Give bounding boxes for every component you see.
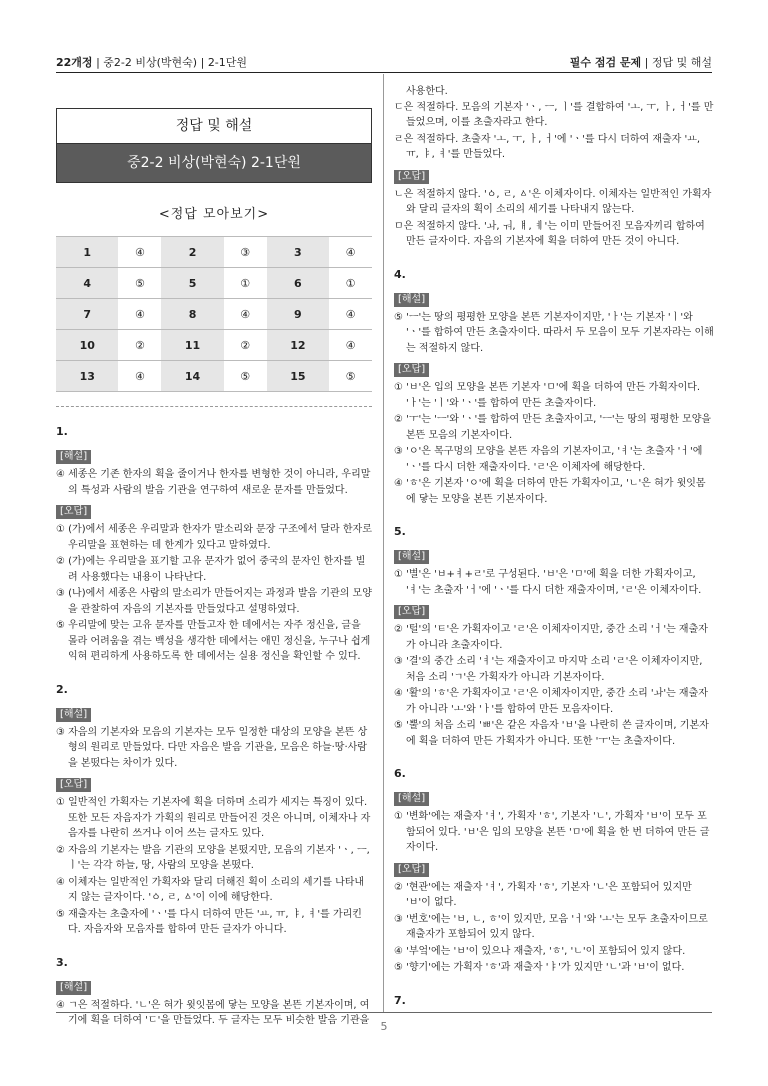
explanation-tag: [해설] — [394, 792, 429, 806]
question-number: 3. — [56, 955, 68, 969]
wrong-answer-text: ② 자음의 기본자는 발음 기관의 모양을 본떴지만, 모음의 기본자 'ㆍ, ㅡ, ㅣ'는 각각 하늘, 땅, 사람의 모양을 본떴다. — [56, 844, 370, 871]
explanation-tag: [해설] — [394, 293, 429, 307]
section-divider — [56, 406, 372, 407]
answer-summary-title: <정답 모아보기> — [158, 207, 270, 222]
answer-number: 6 — [267, 268, 329, 299]
answer-choice: ⑤ — [224, 361, 267, 392]
title-box-subtitle: 중2-2 비상(박현숙) 2-1단원 — [57, 144, 371, 182]
answer-number: 12 — [267, 330, 329, 361]
explanation-text: ⑤ 'ㅡ'는 땅의 평평한 모양을 본뜬 기본자이지만, 'ㅏ'는 기본자 'ㅣ'와 'ㆍ'를 합하여 만든 초출자이다. 따라서 두 모음이 모두 기본자라는 이해는 적절하지 않다. — [394, 311, 714, 354]
answer-choice: ④ — [118, 299, 161, 330]
header-unit: 2-1단원 — [207, 56, 248, 69]
wrong-answer-text: ① 일반적인 가획자는 기본자에 획을 더하며 소리가 세지는 특징이 있다. 또한 모든 자음자가 가획의 원리로 만들어진 것은 아니며, 이체자나 자음자를 나란히 쓰거나 이어 쓰는 글자도 있다. — [56, 797, 371, 839]
header-sep: | — [96, 56, 100, 69]
wrong-answer-text: ③ 'ㅇ'은 목구멍의 모양을 본뜬 자음의 기본자이고, 'ㅕ'는 초출자 'ㅓ'에 'ㆍ'를 다시 더한 재출자이다. 'ㄹ'은 이체자에 해당한다. — [394, 446, 703, 473]
wrong-answer-tag: [오답] — [394, 170, 429, 184]
answer-choice: ④ — [329, 237, 372, 268]
wrong-answer-tag: [오답] — [394, 363, 429, 377]
answer-number: 7 — [56, 299, 118, 330]
header-section: 필수 점검 문제 — [569, 56, 642, 69]
answer-choice: ③ — [224, 237, 267, 268]
explanation-text: ㄷ은 적절하다. 모음의 기본자 'ㆍ, ㅡ, ㅣ'를 결합하여 'ㅗ, ㅜ, ㅏ, ㅓ'를 만들었으며, 이를 초출자라고 한다. — [394, 101, 714, 128]
answer-number: 3 — [267, 237, 329, 268]
wrong-answer-text: ⑤ 재출자는 초출자에 'ㆍ'를 다시 더하여 만든 'ㅛ, ㅠ, ㅑ, ㅕ'를 가리킨다. 자음자와 모음자를 합하여 만든 글자가 아니다. — [56, 908, 362, 935]
table-row — [56, 330, 372, 361]
header-rule — [56, 72, 712, 73]
explanation-text: ㄹ은 적절하다. 초출자 'ㅗ, ㅜ, ㅏ, ㅓ'에 'ㆍ'를 다시 더하여 재출자 'ㅛ, ㅠ, ㅑ, ㅕ'를 만들었다. — [394, 133, 701, 160]
question-number: 2. — [56, 682, 68, 696]
wrong-answer-text: ② '털'의 'ㅌ'은 가획자이고 'ㄹ'은 이체자이지만, 중간 소리 'ㅓ'는 재출자가 아니라 초출자이다. — [394, 624, 708, 651]
wrong-answer-text: ③ '결'의 중간 소리 'ㅕ'는 재출자이고 마지막 소리 'ㄹ'은 이체자이지만, 처음 소리 'ㄱ'은 가획자가 아니라 기본자이다. — [394, 656, 703, 683]
header-course: 중2-2 비상(박현숙) — [103, 56, 198, 69]
table-row — [56, 361, 372, 392]
explanation-text: ④ ㄱ은 적절하다. 'ㄴ'은 혀가 윗잇몸에 닿는 모양을 본뜬 기본자이며, 여기에 획을 더하여 'ㄷ'을 만들었다. 두 글자는 모두 비슷한 발음 기관을 — [56, 999, 370, 1026]
wrong-answer-tag: [오답] — [56, 505, 91, 519]
wrong-answer-text: ① 'ㅂ'은 입의 모양을 본뜬 기본자 'ㅁ'에 획을 더하여 만든 가획자이다. 'ㅏ'는 'ㅣ'와 'ㆍ'를 합하여 만든 초출자이다. — [394, 382, 701, 409]
explanation-text: ① '변화'에는 재출자 'ㅕ', 가획자 'ㅎ', 기본자 'ㄴ', 가획자 'ㅂ'이 모두 포함되어 있다. 'ㅂ'은 입의 모양을 본뜬 'ㅁ'에 획을 한 번 더하여 만든 글자이다. — [394, 811, 710, 853]
answer-number: 13 — [56, 361, 118, 392]
header-label: 정답 및 해설 — [651, 56, 712, 69]
page-number: 5 — [380, 1020, 388, 1033]
question-number: 5. — [394, 525, 406, 538]
answer-choice: ④ — [329, 299, 372, 330]
table-row — [56, 299, 372, 330]
wrong-answer-text: ③ '번호'에는 'ㅂ, ㄴ, ㅎ'이 있지만, 모음 'ㅓ'와 'ㅗ'는 모두 초출자이므로 재출자가 포함되어 있지 않다. — [394, 913, 708, 940]
answer-number: 4 — [56, 268, 118, 299]
left-column — [56, 84, 372, 1030]
question-number: 4. — [394, 267, 406, 281]
answer-choice: ④ — [329, 330, 372, 361]
column-divider — [383, 74, 384, 1012]
wrong-answer-tag: [오답] — [394, 605, 429, 619]
wrong-answer-text: ④ '부엌'에는 'ㅂ'이 있으나 재출자, 'ㅎ', 'ㄴ'이 포함되어 있지 않다. — [394, 945, 686, 957]
answer-number: 11 — [161, 330, 223, 361]
wrong-answer-text: ② '현관'에는 재출자 'ㅕ', 가획자 'ㅎ', 기본자 'ㄴ'은 포함되어 있지만 'ㅂ'이 없다. — [394, 881, 692, 908]
wrong-answer-text: ① (가)에서 세종은 우리말과 한자가 말소리와 문장 구조에서 달라 한자로 우리말을 표현하는 데 한계가 있다고 말하였다. — [56, 524, 372, 551]
table-row — [56, 237, 372, 268]
answer-number: 14 — [161, 361, 223, 392]
wrong-answer-text: ⑤ '향기'에는 가획자 'ㅎ'과 재출자 'ㅑ'가 있지만 'ㄴ'과 'ㅂ'이 없다. — [394, 962, 685, 973]
table-row — [56, 268, 372, 299]
wrong-answer-text: ⑤ '뿔'의 처음 소리 'ㅃ'은 같은 자음자 'ㅂ'을 나란히 쓴 글자이며, 기본자에 획을 더하여 만든 가획자가 아니다. 또한 'ㅜ'는 초출자이다. — [394, 720, 709, 747]
answer-number: 9 — [267, 299, 329, 330]
answer-choice: ④ — [118, 361, 161, 392]
answer-choice: ① — [224, 268, 267, 299]
wrong-answer-text: ② 'ㅜ'는 'ㅡ'와 'ㆍ'를 합하여 만든 초출자이고, 'ㅡ'는 땅의 평평한 모양을 본뜬 모음의 기본자이다. — [394, 414, 712, 441]
explanation-continued: 사용한다. — [406, 86, 448, 97]
question-number: 6. — [394, 767, 406, 780]
question-number: 1. — [56, 425, 68, 438]
wrong-answer-text: ③ (나)에서 세종은 사람의 말소리가 만들어지는 과정과 발음 기관의 모양을 관찰하여 자음의 기본자를 만들었다고 설명하였다. — [56, 588, 372, 615]
header-sep: | — [644, 56, 649, 69]
explanation-tag: [해설] — [56, 981, 91, 995]
answer-number: 5 — [161, 268, 223, 299]
explanation-tag: [해설] — [56, 708, 91, 722]
wrong-answer-text: ④ '활'의 'ㅎ'은 가획자이고 'ㄹ'은 이체자이지만, 중간 소리 'ㅘ'는 재출자가 아니라 'ㅗ'와 'ㅏ'를 합하여 만든 모음자이다. — [394, 688, 708, 715]
question-number: 7. — [394, 993, 406, 1007]
title-box-title: 정답 및 해설 — [57, 109, 371, 144]
explanation-text: ④ 세종은 기존 한자의 획을 줄이거나 한자를 변형한 것이 아니라, 우리말의 특성과 사람의 발음 기관을 연구하여 새로운 문자를 만들었다. — [56, 469, 371, 496]
answer-number: 8 — [161, 299, 223, 330]
wrong-answer-text: ② (가)에는 우리말을 표기할 고유 문자가 없어 중국의 문자인 한자를 빌려 사용했다는 내용이 나타난다. — [56, 556, 366, 583]
answer-number: 10 — [56, 330, 118, 361]
answer-choice: ① — [329, 268, 372, 299]
wrong-answer-tag: [오답] — [394, 863, 429, 877]
answer-choice: ④ — [118, 237, 161, 268]
wrong-answer-text: ⑤ 우리말에 맞는 고유 문자를 만들고자 한 데에서는 자주 정신을, 글을 몰라 어려움을 겪는 백성을 생각한 데에서는 애민 정신을, 누구나 쉽게 익혀 편리하게 사용하도록 한 데에서는 실용 정신을 확인할 수 있다. — [56, 620, 371, 662]
header-left — [56, 54, 247, 70]
header-right — [570, 54, 712, 70]
answer-choice: ② — [224, 330, 267, 361]
explanation-tag: [해설] — [394, 550, 429, 564]
wrong-answer-text: ㄴ은 적절하지 않다. 'ㆁ, ㄹ, ㅿ'은 이체자이다. 이체자는 일반적인 가획자와 달리 글자의 획이 소리의 세기를 나타내지 않는다. — [394, 188, 712, 215]
answer-choice: ⑤ — [118, 268, 161, 299]
answer-choice: ⑤ — [329, 361, 372, 392]
wrong-answer-text: ④ 'ㅎ'은 기본자 'ㅇ'에 획을 더하여 만든 가획자이고, 'ㄴ'은 혀가 윗잇몸에 닿는 모양을 본뜬 기본자이다. — [394, 478, 706, 505]
page-header — [56, 48, 712, 70]
header-sep: | — [200, 56, 205, 69]
explanation-text: ① '별'은 'ㅂ+ㅕ+ㄹ'로 구성된다. 'ㅂ'은 'ㅁ'에 획을 더한 가획자이고, 'ㅕ'는 초출자 'ㅓ'에 'ㆍ'를 다시 더한 재출자이며, 'ㄹ'은 이체자이다. — [394, 569, 702, 596]
header-grade: 22개정 — [56, 56, 93, 69]
wrong-answer-text: ④ 이체자는 일반적인 가획자와 달리 더해진 획이 소리의 세기를 나타내지 않는 글자이다. 'ㆁ, ㄹ, ㅿ'이 이에 해당한다. — [56, 876, 365, 903]
answer-number: 15 — [267, 361, 329, 392]
title-box — [56, 108, 372, 183]
explanation-text: ③ 자음의 기본자와 모음의 기본자는 모두 일정한 대상의 모양을 본뜬 상형의 원리로 만들었다. 다만 자음은 발음 기관을, 모음은 하늘·땅·사람을 본떴다는 차이가 있다. — [56, 726, 368, 769]
answer-choice: ② — [118, 330, 161, 361]
explanation-tag: [해설] — [56, 450, 91, 464]
wrong-answer-tag: [오답] — [56, 778, 91, 792]
wrong-answer-text: ㅁ은 적절하지 않다. 'ㅘ, ㅝ, ㅒ, ㅖ'는 이미 만들어진 모음자끼리 합하여 만든 글자이다. 자음의 기본자에 획을 더하여 만든 것이 아니다. — [394, 220, 705, 247]
answer-choice: ④ — [224, 299, 267, 330]
footer-rule — [56, 1012, 712, 1013]
answer-number: 1 — [56, 237, 118, 268]
right-column — [394, 84, 714, 1013]
answer-table — [56, 236, 372, 392]
answer-number: 2 — [161, 237, 223, 268]
